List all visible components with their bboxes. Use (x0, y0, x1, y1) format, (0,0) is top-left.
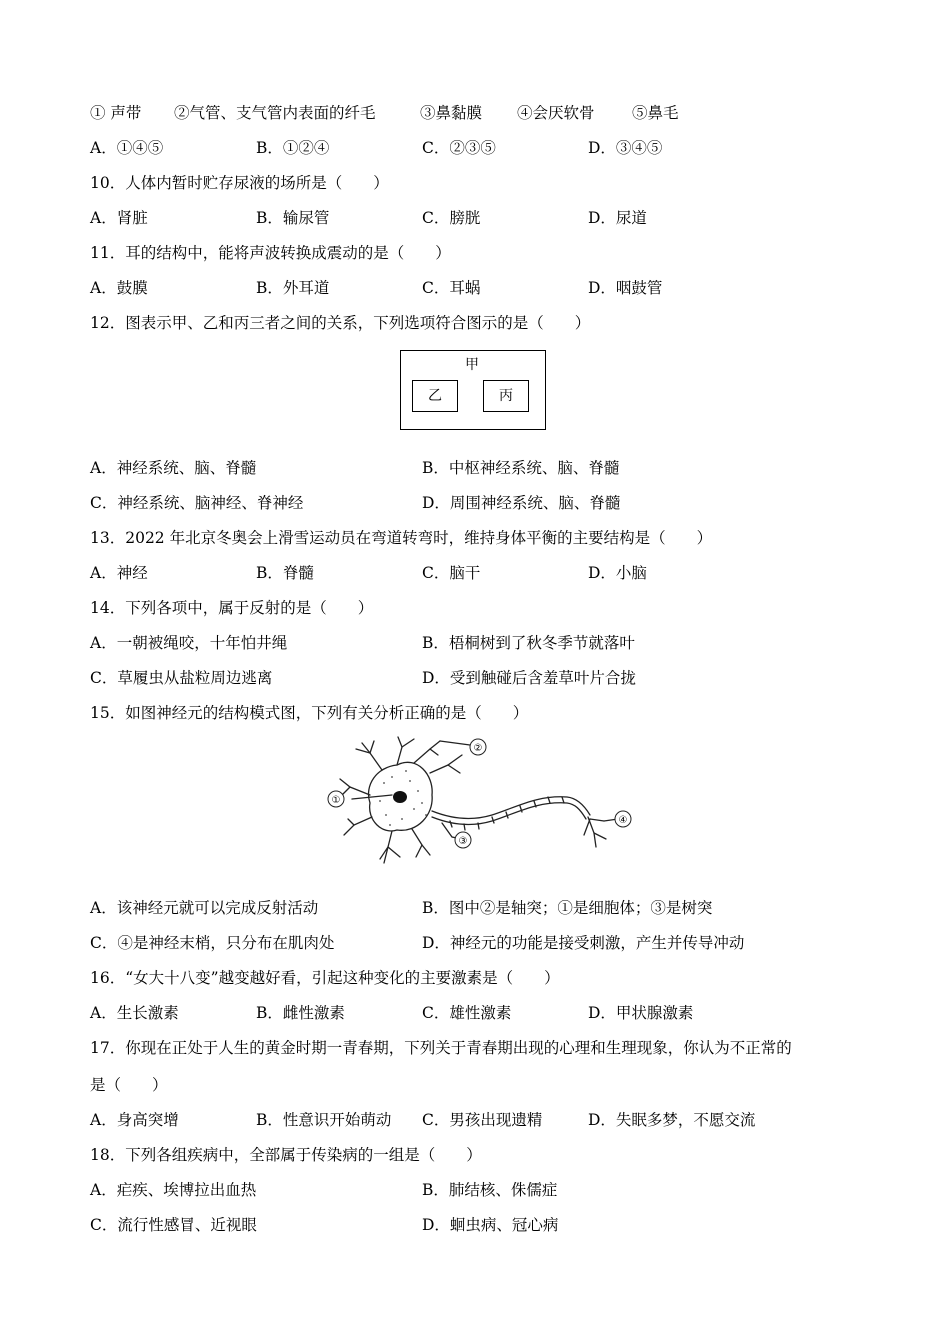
q17-option-a: A．身高突增 (90, 1111, 179, 1129)
q11-option-b: B．外耳道 (256, 279, 330, 297)
q13-stem: 13．2022 年北京冬奥会上滑雪运动员在弯道转弯时，维持身体平衡的主要结构是（ ） (90, 529, 713, 547)
q9-option-c: C．②③⑤ (422, 139, 496, 157)
q13-option-b: B．脊髓 (256, 564, 314, 582)
q9-option-a: A．①④⑤ (90, 139, 164, 157)
q9-item-5: ⑤鼻毛 (632, 104, 679, 122)
q11-option-a: A．鼓膜 (90, 279, 148, 297)
q17-stem-line-1: 17．你现在正处于人生的黄金时期一青春期，下列关于青春期出现的心理和生理现象，你认为不正常的 (90, 1039, 792, 1057)
q9-item-3: ③鼻黏膜 (420, 104, 483, 122)
q12-option-c: C．神经系统、脑神经、脊神经 (90, 494, 304, 512)
q14-option-b: B．梧桐树到了秋冬季节就落叶 (422, 634, 635, 652)
q10-stem: 10．人体内暂时贮存尿液的场所是（ ） (90, 174, 389, 192)
q17-stem-line-2: 是（ ） (90, 1076, 168, 1094)
q16-option-d: D．甲状腺激素 (588, 1004, 694, 1022)
q18-option-a: A．疟疾、埃博拉出血热 (90, 1181, 257, 1199)
q12-option-b: B．中枢神经系统、脑、脊髓 (422, 459, 620, 477)
neuron-label-4: ④ (618, 815, 628, 826)
q9-option-b: B．①②④ (256, 139, 330, 157)
q9-option-d: D．③④⑤ (588, 139, 663, 157)
q10-option-b: B．输尿管 (256, 209, 330, 227)
q10-option-d: D．尿道 (588, 209, 647, 227)
q17-option-d: D．失眠多梦，不愿交流 (588, 1111, 756, 1129)
q12-set-diagram (400, 350, 546, 430)
neuron-label-3: ③ (458, 836, 468, 847)
q17-option-b: B．性意识开始萌动 (256, 1111, 392, 1129)
q17-option-c: C．男孩出现遗精 (422, 1111, 543, 1129)
q18-stem: 18．下列各组疾病中，全部属于传染病的一组是（ ） (90, 1146, 482, 1164)
q15-option-c: C．④是神经末梢，只分布在肌肉处 (90, 934, 335, 952)
q15-stem: 15．如图神经元的结构模式图，下列有关分析正确的是（ ） (90, 704, 529, 722)
q12-outer-label: 甲 (465, 357, 479, 373)
q15-option-a: A．该神经元就可以完成反射活动 (90, 899, 319, 917)
q13-option-c: C．脑干 (422, 564, 481, 582)
q11-stem: 11．耳的结构中，能将声波转换成震动的是（ ） (90, 244, 451, 262)
q15-option-b: B．图中②是轴突；①是细胞体；③是树突 (422, 899, 713, 917)
q14-option-c: C．草履虫从盐粒周边逃离 (90, 669, 273, 687)
q18-option-d: D．蛔虫病、冠心病 (422, 1216, 559, 1234)
q16-option-a: A．生长激素 (90, 1004, 179, 1022)
neuron-label-1: ① (331, 795, 341, 806)
q11-option-d: D．咽鼓管 (588, 279, 663, 297)
q16-option-b: B．雌性激素 (256, 1004, 345, 1022)
q10-option-a: A．肾脏 (90, 209, 148, 227)
q12-option-d: D．周围神经系统、脑、脊髓 (422, 494, 621, 512)
q9-item-4: ④会厌软骨 (517, 104, 595, 122)
q15-option-d: D．神经元的功能是接受刺激，产生并传导冲动 (422, 934, 745, 952)
q18-option-b: B．肺结核、侏儒症 (422, 1181, 558, 1199)
q18-option-c: C．流行性感冒、近视眼 (90, 1216, 257, 1234)
q12-left-box: 乙 (412, 380, 458, 412)
q14-stem: 14．下列各项中，属于反射的是（ ） (90, 599, 374, 617)
q14-option-a: A．一朝被绳咬，十年怕井绳 (90, 634, 288, 652)
q14-option-d: D．受到触碰后含羞草叶片合拢 (422, 669, 636, 687)
q13-option-d: D．小脑 (588, 564, 647, 582)
neuron-diagram (322, 735, 642, 875)
q10-option-c: C．膀胱 (422, 209, 481, 227)
q12-right-box: 丙 (483, 380, 529, 412)
q12-option-a: A．神经系统、脑、脊髓 (90, 459, 257, 477)
q9-item-2: ②气管、支气管内表面的纤毛 (174, 104, 376, 122)
neuron-label-2: ② (473, 743, 483, 754)
q16-stem: 16．“女大十八变”越变越好看，引起这种变化的主要激素是（ ） (90, 969, 560, 987)
q16-option-c: C．雄性激素 (422, 1004, 512, 1022)
q11-option-c: C．耳蜗 (422, 279, 481, 297)
q12-stem: 12．图表示甲、乙和丙三者之间的关系，下列选项符合图示的是（ ） (90, 314, 591, 332)
q13-option-a: A．神经 (90, 564, 148, 582)
q9-item-1: ① 声带 (90, 104, 142, 122)
